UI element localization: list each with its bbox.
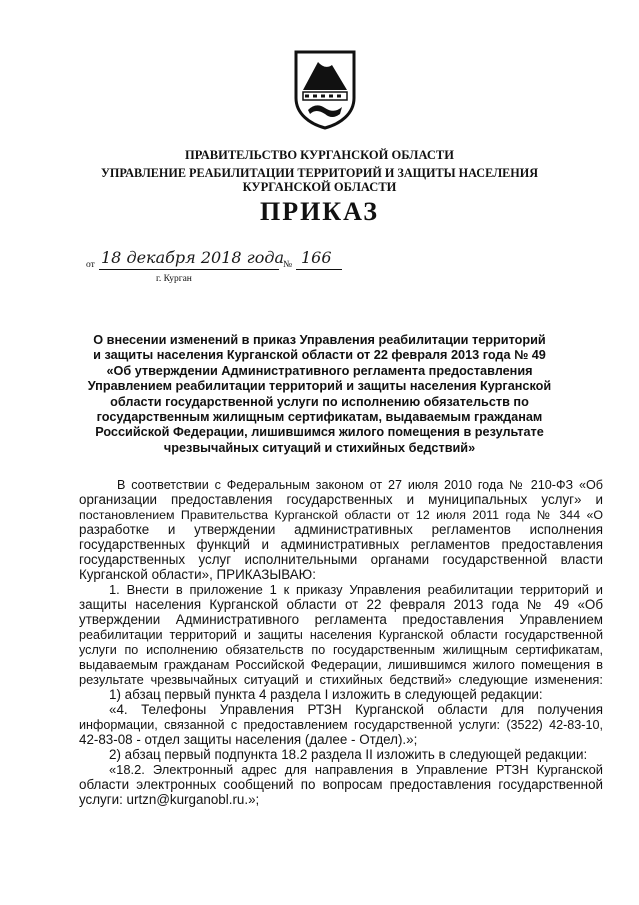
body-line: организации предоставления государственных и муниципальных услуг» и: [79, 492, 603, 507]
body-line: защиты населения Курганской области от 22 февраля 2013 года № 49 «Об: [79, 597, 603, 612]
number-underline: [296, 269, 342, 270]
subject-line: и защиты населения Курганской области от 22 февраля 2013 года № 49: [93, 348, 546, 363]
body-line: реабилитации территорий и защиты населения Курганской области государственной: [79, 628, 603, 642]
body-line: разработке и утверждении административных регламентов исполнения: [79, 522, 603, 537]
subject-line: Российской Федерации, лишившимся жилого помещения в результате: [95, 425, 544, 440]
org-name-line3: КУРГАНСКОЙ ОБЛАСТИ: [242, 180, 397, 194]
body-line: «18.2. Электронный адрес для направления в Управление РТЗН Курганской: [109, 762, 603, 777]
subject-line: О внесении изменений в приказ Управления реабилитации территорий: [93, 333, 546, 347]
document-type-title: ПРИКАЗ: [259, 197, 380, 226]
handwritten-number: 166: [301, 248, 332, 267]
body-line: В соответствии с Федеральным законом от 27 июля 2010 года № 210-ФЗ «Об: [117, 478, 603, 492]
body-line: услуги: urtzn@kurganobl.ru.»;: [79, 792, 260, 807]
body-line: выдаваемым гражданам Российской Федерации, лишившимся жилого помещения в: [79, 657, 603, 672]
number-label: №: [283, 260, 293, 270]
subject-line: чрезвычайных ситуаций и стихийных бедствий»: [163, 440, 476, 455]
subject-line: Управлением реабилитации территорий и защиты населения Курганской: [87, 379, 552, 394]
subject-block: [0, 333, 639, 456]
coat-of-arms-emblem: [294, 50, 356, 130]
body-line: услуги по исполнению обязательств по государственным жилищным сертификатам,: [79, 643, 603, 657]
body-line: 1) абзац первый пункта 4 раздела I изложить в следующей редакции:: [109, 687, 543, 702]
subject-line: «Об утверждении Административного регламента предоставления: [106, 363, 533, 378]
body-line: Курганской области», ПРИКАЗЫВАЮ:: [79, 567, 316, 582]
body-line: 42-83-08 - отдел защиты населения (далее - Отдел).»;: [79, 732, 418, 747]
body-line: области электронных сообщений по вопросам предоставления государственной: [79, 777, 603, 792]
body-line: 1. Внести в приложение 1 к приказу Управления реабилитации территорий и: [109, 582, 603, 597]
body-line: утверждении Административного регламента предоставления Управлением: [79, 612, 603, 627]
handwritten-date: 18 декабря 2018 года: [101, 248, 285, 267]
city-label: г. Курган: [156, 274, 192, 284]
body-line: государственных услуг исполнительными органами государственной власти: [79, 552, 603, 567]
body-line: 2) абзац первый подпункта 18.2 раздела II изложить в следующей редакции:: [109, 747, 588, 762]
body-line: государственных функций и административных регламентов предоставления: [79, 537, 603, 552]
org-name-line2: УПРАВЛЕНИЕ РЕАБИЛИТАЦИИ ТЕРРИТОРИЙ И ЗАЩИТЫ НАСЕЛЕНИЯ: [100, 166, 539, 180]
subject-line: государственным жилищным сертификатам, выдаваемым гражданам: [96, 410, 543, 425]
body-line: «4. Телефоны Управления РТЗН Курганской области для получения: [109, 702, 603, 717]
body-line: информации, связанной с предоставлением государственной услуги: (3522) 42-83-10,: [79, 718, 603, 732]
date-underline: [99, 269, 279, 270]
subject-line: области государственной услуги по исполнению обязательств по: [110, 394, 529, 409]
org-name-line1: ПРАВИТЕЛЬСТВО КУРГАНСКОЙ ОБЛАСТИ: [185, 148, 454, 162]
body-line: постановлением Правительства Курганской области от 12 июля 2011 года № 344 «О: [79, 508, 603, 522]
from-label: от: [86, 260, 95, 270]
body-line: результате чрезвычайных ситуаций и стихийных бедствий» следующие изменения:: [79, 672, 603, 687]
